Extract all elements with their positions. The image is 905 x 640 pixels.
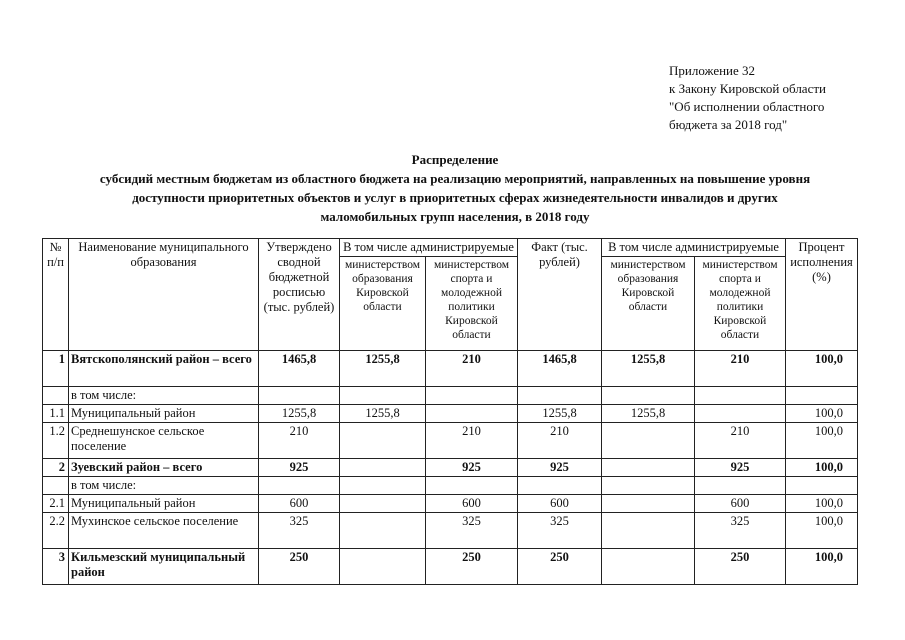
row-fact <box>518 477 602 495</box>
row-fact-education <box>602 423 695 459</box>
row-admin-education: 1255,8 <box>340 405 426 423</box>
title-line: субсидий местным бюджетам из областного бюджета на реализацию мероприятий, направленных на повышение уровня <box>99 171 811 186</box>
row-fact-education: 1255,8 <box>602 351 695 387</box>
row-fact: 600 <box>518 495 602 513</box>
row-percent: 100,0 <box>786 423 858 459</box>
row-approved <box>259 387 340 405</box>
row-fact-sport: 210 <box>695 351 786 387</box>
row-percent <box>786 387 858 405</box>
row-admin-education <box>340 477 426 495</box>
row-admin-education <box>340 495 426 513</box>
table-row <box>43 351 858 387</box>
table-row <box>43 513 858 549</box>
annex-block <box>669 62 826 134</box>
row-percent: 100,0 <box>786 495 858 513</box>
row-name: Вятскополянский район – всего <box>69 351 259 387</box>
row-name: в том числе: <box>69 387 259 405</box>
header-ministry-education: министерством образования Кировской области <box>602 257 695 351</box>
row-admin-education <box>340 459 426 477</box>
row-number <box>43 477 69 495</box>
header-fact: Факт (тыс. рублей) <box>518 239 602 351</box>
row-number: 2 <box>43 459 69 477</box>
row-fact-sport: 325 <box>695 513 786 549</box>
row-admin-sport: 325 <box>426 513 518 549</box>
row-name: Зуевский район – всего <box>69 459 259 477</box>
row-admin-sport: 250 <box>426 549 518 585</box>
row-admin-sport: 210 <box>426 351 518 387</box>
annex-line: Приложение 32 <box>669 63 756 78</box>
header-ministry-sport: министерством спорта и молодежной политики Кировской области <box>426 257 518 351</box>
row-fact-education <box>602 495 695 513</box>
title-line: доступности приоритетных объектов и услуг в приоритетных сферах жизнедеятельности инвалидов и других <box>132 190 778 205</box>
row-approved: 250 <box>259 549 340 585</box>
row-name: Муниципальный район <box>69 495 259 513</box>
row-percent <box>786 477 858 495</box>
row-fact-sport <box>695 387 786 405</box>
row-percent: 100,0 <box>786 459 858 477</box>
table-row <box>43 423 858 459</box>
row-number: 1.1 <box>43 405 69 423</box>
row-name: Муниципальный район <box>69 405 259 423</box>
row-name: Мухинское сельское поселение <box>69 513 259 549</box>
row-name: Среднешунское сельское поселение <box>69 423 259 459</box>
row-admin-education: 1255,8 <box>340 351 426 387</box>
row-fact-education: 1255,8 <box>602 405 695 423</box>
row-number: 3 <box>43 549 69 585</box>
row-admin-sport: 600 <box>426 495 518 513</box>
row-admin-sport <box>426 387 518 405</box>
row-admin-sport <box>426 477 518 495</box>
row-number: 1 <box>43 351 69 387</box>
row-admin-sport <box>426 405 518 423</box>
header-approved: Утверждено сводной бюджетной росписью (тыс. рублей) <box>259 239 340 351</box>
row-fact: 325 <box>518 513 602 549</box>
header-admin-group-2: В том числе администрируемые <box>602 239 786 257</box>
row-fact-education <box>602 477 695 495</box>
annex-line: "Об исполнении областного <box>669 99 825 114</box>
row-approved: 325 <box>259 513 340 549</box>
table-row <box>43 405 858 423</box>
header-name: Наименование муниципального образования <box>69 239 259 351</box>
title-heading: Распределение <box>411 152 499 167</box>
row-fact-education <box>602 459 695 477</box>
row-admin-education <box>340 387 426 405</box>
row-fact: 1255,8 <box>518 405 602 423</box>
row-fact: 210 <box>518 423 602 459</box>
header-ministry-education: министерством образования Кировской области <box>340 257 426 351</box>
table-row <box>43 459 858 477</box>
row-fact-education <box>602 513 695 549</box>
table-row <box>43 477 858 495</box>
subsidy-table <box>42 238 858 585</box>
header-percent: Процент исполнения (%) <box>786 239 858 351</box>
row-admin-education <box>340 549 426 585</box>
row-fact: 1465,8 <box>518 351 602 387</box>
row-fact: 925 <box>518 459 602 477</box>
row-approved: 925 <box>259 459 340 477</box>
table-row <box>43 549 858 585</box>
row-number <box>43 387 69 405</box>
row-fact-sport <box>695 405 786 423</box>
row-number: 2.1 <box>43 495 69 513</box>
row-percent: 100,0 <box>786 405 858 423</box>
row-approved <box>259 477 340 495</box>
header-ministry-sport: министерством спорта и молодежной политики Кировской области <box>695 257 786 351</box>
table-body <box>43 351 858 585</box>
row-number: 1.2 <box>43 423 69 459</box>
row-fact <box>518 387 602 405</box>
row-admin-sport: 925 <box>426 459 518 477</box>
row-admin-education <box>340 423 426 459</box>
row-approved: 600 <box>259 495 340 513</box>
row-fact-sport: 210 <box>695 423 786 459</box>
row-name: в том числе: <box>69 477 259 495</box>
annex-line: к Закону Кировской области <box>669 81 826 96</box>
row-fact-sport: 600 <box>695 495 786 513</box>
row-admin-sport: 210 <box>426 423 518 459</box>
table-row <box>43 387 858 405</box>
header-num: № п/п <box>43 239 69 351</box>
row-fact-education <box>602 387 695 405</box>
row-fact-sport: 250 <box>695 549 786 585</box>
document-title <box>40 150 870 226</box>
row-fact-sport <box>695 477 786 495</box>
row-approved: 210 <box>259 423 340 459</box>
table-row <box>43 495 858 513</box>
row-percent: 100,0 <box>786 351 858 387</box>
annex-line: бюджета за 2018 год" <box>669 117 788 132</box>
row-percent: 100,0 <box>786 549 858 585</box>
row-fact-sport: 925 <box>695 459 786 477</box>
row-fact: 250 <box>518 549 602 585</box>
row-number: 2.2 <box>43 513 69 549</box>
row-fact-education <box>602 549 695 585</box>
row-admin-education <box>340 513 426 549</box>
title-line: маломобильных групп населения, в 2018 году <box>320 209 590 224</box>
row-name: Кильмезский муниципальный район <box>69 549 259 585</box>
row-approved: 1255,8 <box>259 405 340 423</box>
row-percent: 100,0 <box>786 513 858 549</box>
row-approved: 1465,8 <box>259 351 340 387</box>
header-admin-group-1: В том числе администрируемые <box>340 239 518 257</box>
